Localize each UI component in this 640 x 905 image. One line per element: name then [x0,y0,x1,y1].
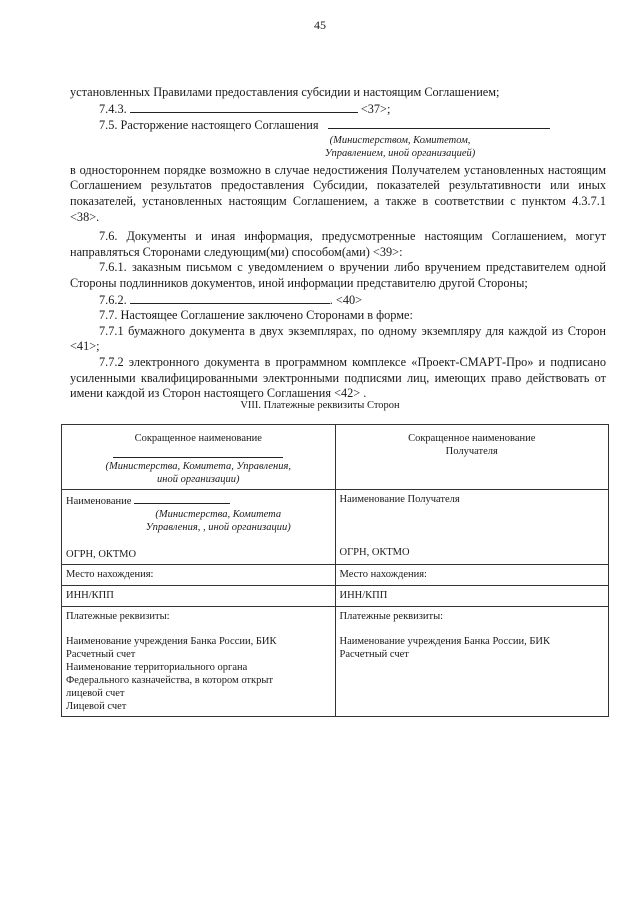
right-header: Сокращенное наименование [408,433,536,444]
name-label: Наименование [66,496,132,507]
note-line: (Министерством, Комитетом, [329,134,471,146]
payment-line: Наименование учреждения Банка России, БИК [66,636,277,647]
payment-details-table [61,424,609,717]
clause-7-5-continuation: в одностороннем порядке возможно в случае недостижения Получателем установленных настоящим Соглашением результатов предоставления Субсидии, показателей результативности или иных показателей, установленных настоящим Соглашением, а также в соответствии с пунктом 4.3.7.1 <38>. [70,162,606,224]
right-header: Получателя [445,446,498,457]
ogrn-label: ОГРН, ОКТМО [66,549,137,560]
table-cell: ИНН/КПП [62,586,336,607]
table-cell: ИНН/КПП [335,586,609,607]
footnote-ref: <37>; [360,101,391,116]
blank-line [328,117,550,129]
payment-line: лицевой счет [66,688,125,699]
clause-text: 7.5. Расторжение настоящего Соглашения [99,118,319,133]
table-cell: Место нахождения: [335,565,609,586]
table-row [62,607,609,717]
left-header-note: (Министерства, Комитета, Управления, иной организации) [105,461,292,485]
name-note: (Министерства, Комитета [155,509,282,520]
agreement-body [70,85,606,402]
clause-7-7-1: 7.7.1 бумажного документа в двух экземплярах, по одному экземпляру для каждой из Сторон <41>; [70,323,606,354]
payment-line: Расчетный счет [339,649,409,660]
clause-7-5 [70,117,606,134]
table-cell [62,607,336,717]
clause-7-6-1: 7.6.1. заказным письмом с уведомлением о вручении либо вручением представителем одной Стороны подлинников документов, иной информации представителю другой Стороны; [70,260,606,290]
clause-7-7-2: 7.7.2 электронного документа в программном комплексе «Проект-СМАРТ-Про» и подписано усиленными квалифицированными электронными подписями лиц, имеющих право действовать от имени каждой из Сторон настоящего Соглашения <42> . [70,354,606,401]
text-line: установленных Правилами предоставления субсидии и настоящим Соглашением; [70,85,500,99]
table-cell [335,490,609,565]
table-row [62,565,609,586]
table-cell: Место нахождения: [62,565,336,586]
table-row [62,425,609,490]
blank-line [130,292,330,304]
blank-line [113,457,283,458]
footnote-ref: . <40> [329,292,363,307]
payment-label: Платежные реквизиты: [66,611,170,622]
table-cell [335,607,609,717]
left-header: Сокращенное наименование [134,433,262,444]
payment-line: Расчетный счет [66,649,136,660]
clause-7-4-3 [70,101,606,118]
section-title: VIII. Платежные реквизиты Сторон [240,400,400,411]
table-cell [62,425,336,490]
payment-line: Федерального казначейства, в котором открыт [66,675,274,686]
clause-number: 7.4.3. [99,101,127,116]
clause-7-6: 7.6. Документы и иная информация, предусмотренные настоящим Соглашением, могут направляться Сторонами следующим(ми) способом(ами) <39>: [70,229,606,259]
clause-number: 7.6.2. [99,292,127,307]
payment-line: Лицевой счет [66,701,127,712]
clause-7-7: 7.7. Настоящее Соглашение заключено Сторонами в форме: [99,308,413,323]
blank-line [130,101,358,113]
note-line: Управлением, иной организацией) [324,147,476,159]
table-cell [62,490,336,565]
payment-label: Платежные реквизиты: [339,611,444,622]
name-note: Управления, , иной организации) [145,522,291,533]
page-number: 45 [314,18,326,32]
clause-7-6-2 [70,292,606,309]
table-cell [335,425,609,490]
payment-line: Наименование учреждения Банка России, БИК [339,636,550,647]
table-row [62,490,609,565]
clause-7-5-note [270,134,530,160]
name-label: Наименование Получателя [339,494,460,505]
table-row [62,586,609,607]
ogrn-label: ОГРН, ОКТМО [339,547,410,558]
payment-line: Наименование территориального органа [66,662,248,673]
blank-line [134,493,230,504]
